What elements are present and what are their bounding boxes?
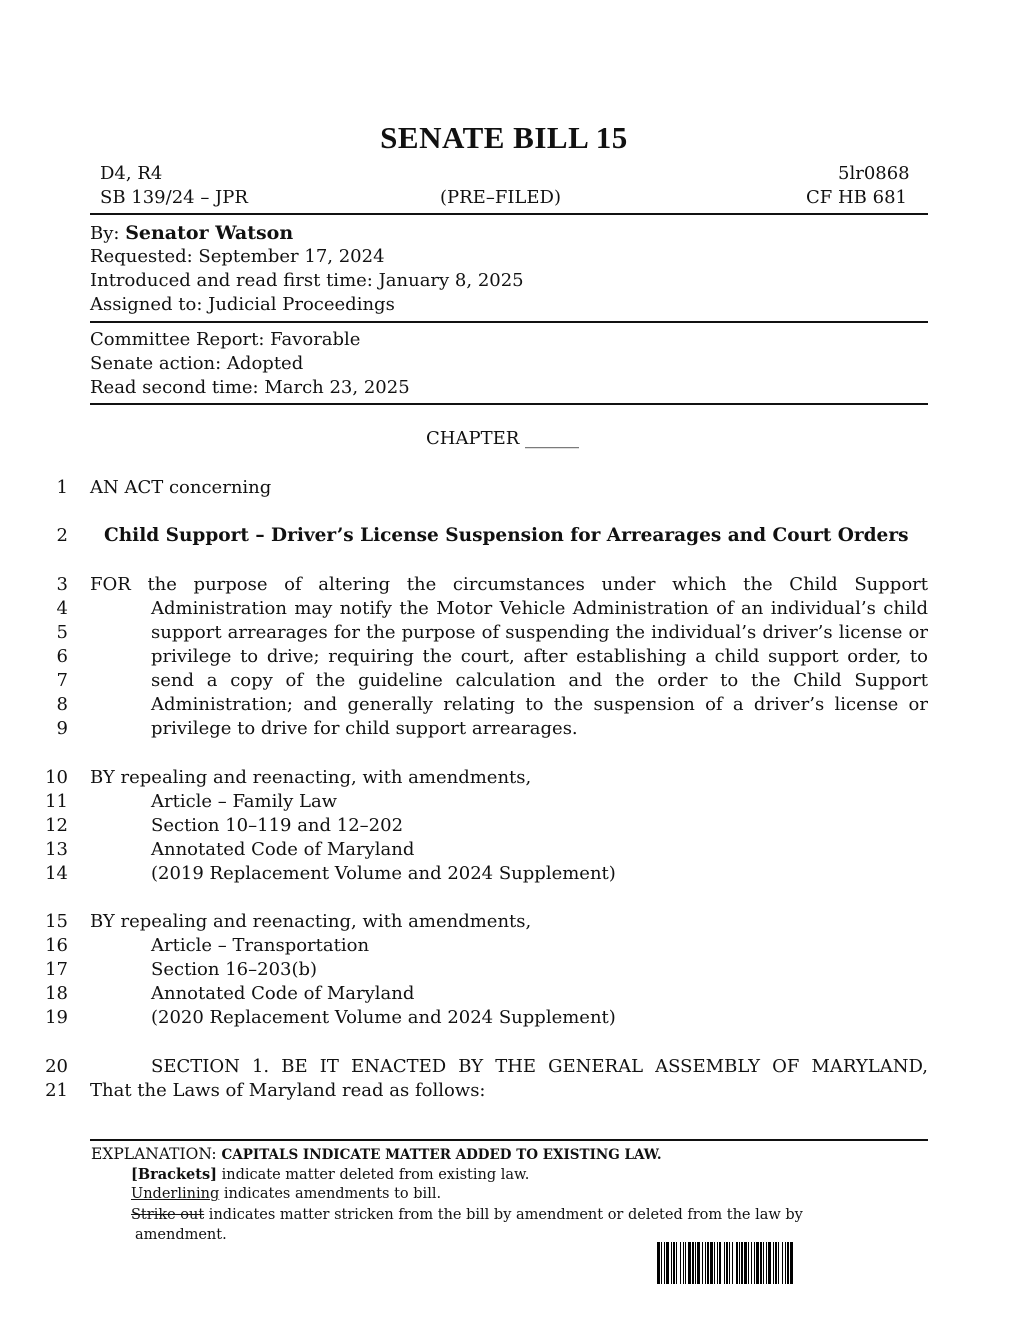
line-number: 14 [45,863,68,884]
draft-number: 5lr0868 [838,163,910,184]
statute-ref: Section 16–203(b) [151,959,318,980]
line-number: 21 [45,1080,68,1101]
purpose-line: Administration; and generally relating to the suspension of a driver’s license or [151,694,928,715]
line-number: 8 [56,694,68,715]
line-number: 7 [56,670,68,691]
purpose-line: support arrearages for the purpose of suspending the individual’s driver’s license or [151,622,928,643]
line-number: 20 [45,1056,68,1077]
second-reading: Read second time: March 23, 2025 [90,377,410,398]
purpose-line: privilege to drive for child support arrearages. [151,718,578,739]
statute-ref: Annotated Code of Maryland [151,839,415,860]
purpose-line: Administration may notify the Motor Vehicle Administration of an individual’s child [151,598,928,619]
statute-ref: Article – Transportation [151,935,370,956]
cross-file-ref: CF HB 681 [806,187,907,208]
explanation-line [91,1145,662,1163]
sponsor-line [90,222,293,244]
statute-ref: Article – Family Law [151,791,338,812]
line-number: 9 [56,718,68,739]
line-number: 19 [45,1007,68,1028]
repeal-heading: BY repealing and reenacting, with amendments, [90,911,532,932]
enacting-clause: That the Laws of Maryland read as follows: [90,1080,486,1101]
strike-word: Strike out [131,1207,205,1223]
assigned-committee: Assigned to: Judicial Proceedings [90,294,395,315]
line-number: 6 [56,646,68,667]
line-number: 10 [45,767,68,788]
line-number: 13 [45,839,68,860]
introduced-date: Introduced and read first time: January 8, 2025 [90,270,524,291]
underlining-desc: indicates amendments to bill. [219,1186,442,1202]
line-number: 2 [56,525,68,546]
bill-subject-title: Child Support – Driver’s License Suspension for Arrearages and Court Orders [104,525,909,546]
explanation-capitals: CAPITALS INDICATE MATTER ADDED TO EXISTING LAW. [221,1147,662,1163]
line-number: 12 [45,815,68,836]
line-number: 1 [56,477,68,498]
prefiled-label: (PRE–FILED) [440,187,561,208]
strike-desc-cont: amendment. [135,1227,227,1243]
committee-rule [90,403,928,405]
brackets-legend [131,1166,529,1183]
purpose-line: privilege to drive; requiring the court, after establishing a child support order, to [151,646,928,667]
sponsor-label: By: [90,223,126,244]
statute-ref: Section 10–119 and 12–202 [151,815,404,836]
chapter-line: CHAPTER ______ [426,428,579,449]
explanation-label: EXPLANATION: [91,1145,222,1163]
purpose-line: FOR the purpose of altering the circumstances under which the Child Support [90,574,928,595]
statute-ref: (2020 Replacement Volume and 2024 Supplement) [151,1007,616,1028]
barcode-image [657,1242,905,1284]
statute-ref: (2019 Replacement Volume and 2024 Supplement) [151,863,616,884]
strike-desc: indicates matter stricken from the bill by amendment or deleted from the law by [204,1207,803,1223]
senate-action: Senate action: Adopted [90,353,304,374]
enacting-clause: SECTION 1. BE IT ENACTED BY THE GENERAL ASSEMBLY OF MARYLAND, [151,1056,928,1077]
brackets-desc: indicate matter deleted from existing law. [216,1167,530,1183]
committee-report: Committee Report: Favorable [90,329,361,350]
statute-ref: Annotated Code of Maryland [151,983,415,1004]
header-rule [90,213,928,215]
underlining-word: Underlining [131,1186,220,1202]
subject-codes: D4, R4 [100,163,163,184]
underlining-legend [131,1186,441,1202]
act-concerning: AN ACT concerning [90,477,272,498]
purpose-line: send a copy of the guideline calculation and the order to the Child Support [151,670,928,691]
prior-bill-ref: SB 139/24 – JPR [100,187,248,208]
explanation-rule [90,1139,928,1141]
line-number: 11 [45,791,68,812]
requested-date: Requested: September 17, 2024 [90,246,385,267]
bill-title: SENATE BILL 15 [380,120,628,155]
sponsor-rule [90,321,928,323]
sponsor-name: Senator Watson [125,222,294,244]
line-number: 5 [56,622,68,643]
line-number: 4 [56,598,68,619]
brackets-word: [Brackets] [131,1166,217,1183]
line-number: 15 [45,911,68,932]
line-number: 16 [45,935,68,956]
strike-legend [131,1207,803,1223]
line-number: 3 [56,574,68,595]
repeal-heading: BY repealing and reenacting, with amendments, [90,767,532,788]
line-number: 18 [45,983,68,1004]
line-number: 17 [45,959,68,980]
